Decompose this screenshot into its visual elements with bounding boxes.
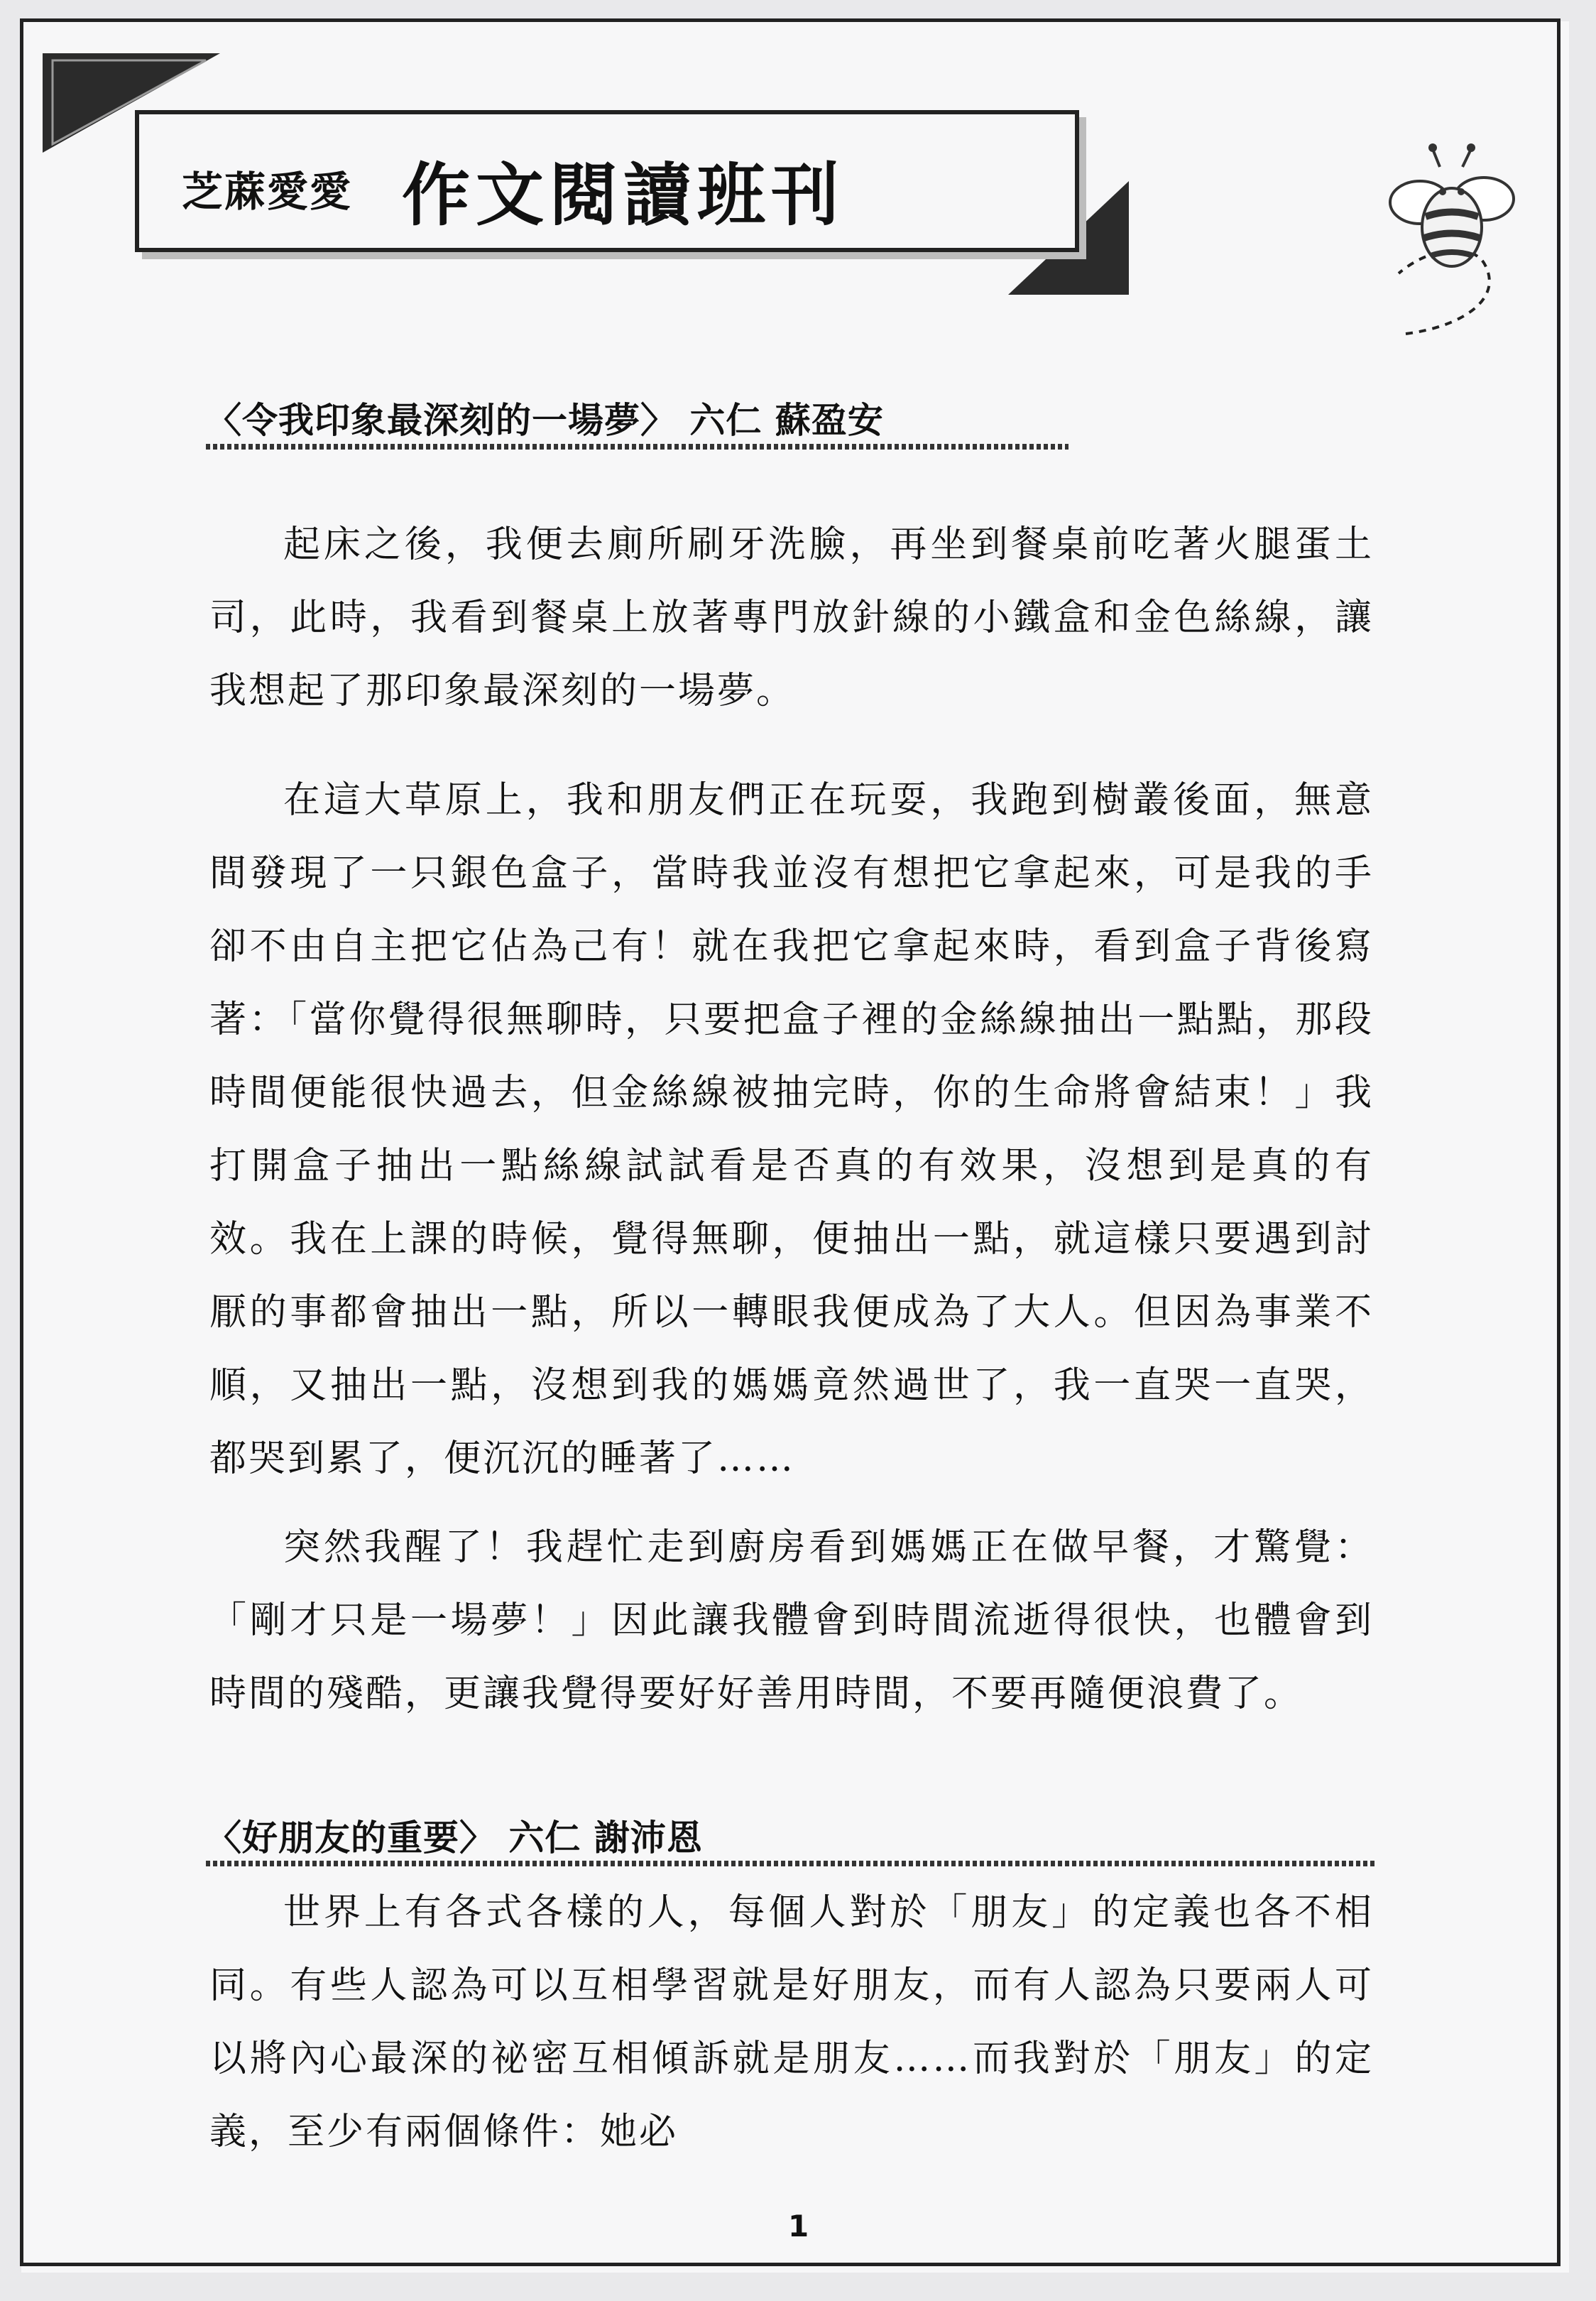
bee-icon bbox=[1377, 142, 1562, 355]
header-title: 作文閱讀班刊 bbox=[402, 156, 845, 235]
essay1-body-3 bbox=[209, 1511, 1374, 1731]
essay1-paragraph-2: 在這大草原上，我和朋友們正在玩耍，我跑到樹叢後面，無意間發現了一只銀色盒子，當時我並沒有想把它拿起來，可是我的手卻不由自主把它佔為己有！就在我把它拿起來時，看到盒子背後寫著：「當你覺得很無聊時，只要把盒子裡的金絲線抽出一點點，那段時間便能很快過去，但金絲線被抽完時，你的生命將會結束！」我打開盒子抽出一點絲線試試看是否真的有效果，沒想到是真的有效。我在上課的時候，覺得無聊，便抽出一點，就這樣只要遇到討厭的事都會抽出一點，所以一轉眼我便成為了大人。但因為事業不順，又抽出一點，沒想到我的媽媽竟然過世了，我一直哭一直哭，都哭到累了，便沉沉的睡著了…… bbox=[209, 779, 1374, 1480]
essay2-body bbox=[209, 1876, 1374, 2169]
page-number: 1 bbox=[788, 2209, 809, 2243]
title-underline bbox=[206, 1861, 1377, 1866]
essay2-title: 〈好朋友的重要〉 六仁 謝沛恩 bbox=[206, 1817, 703, 1859]
header-brand: 芝蔴愛愛 bbox=[182, 168, 353, 216]
essay2-paragraph-1: 世界上有各式各樣的人，每個人對於「朋友」的定義也各不相同。有些人認為可以互相學習就是好朋友，而有人認為只要兩人可以將內心最深的祕密互相傾訴就是朋友……而我對於「朋友」的定義，至少有兩個條件：她必 bbox=[209, 1891, 1374, 2153]
essay1-paragraph-1: 起床之後，我便去廁所刷牙洗臉，再坐到餐桌前吃著火腿蛋土司，此時，我看到餐桌上放著專門放針線的小鐵盒和金色絲線，讓我想起了那印象最深刻的一場夢。 bbox=[209, 523, 1374, 712]
header-box bbox=[135, 110, 1079, 252]
essay1-body bbox=[209, 508, 1374, 728]
title-underline bbox=[206, 444, 1068, 450]
essay1-paragraph-3: 突然我醒了！我趕忙走到廚房看到媽媽正在做早餐，才驚覺：「剛才只是一場夢！」因此讓我體會到時間流逝得很快，也體會到時間的殘酷，更讓我覺得要好好善用時間，不要再隨便浪費了。 bbox=[209, 1526, 1374, 1715]
essay1-body-2 bbox=[209, 764, 1374, 1496]
essay1-title: 〈令我印象最深刻的一場夢〉 六仁 蘇盈安 bbox=[206, 400, 884, 441]
